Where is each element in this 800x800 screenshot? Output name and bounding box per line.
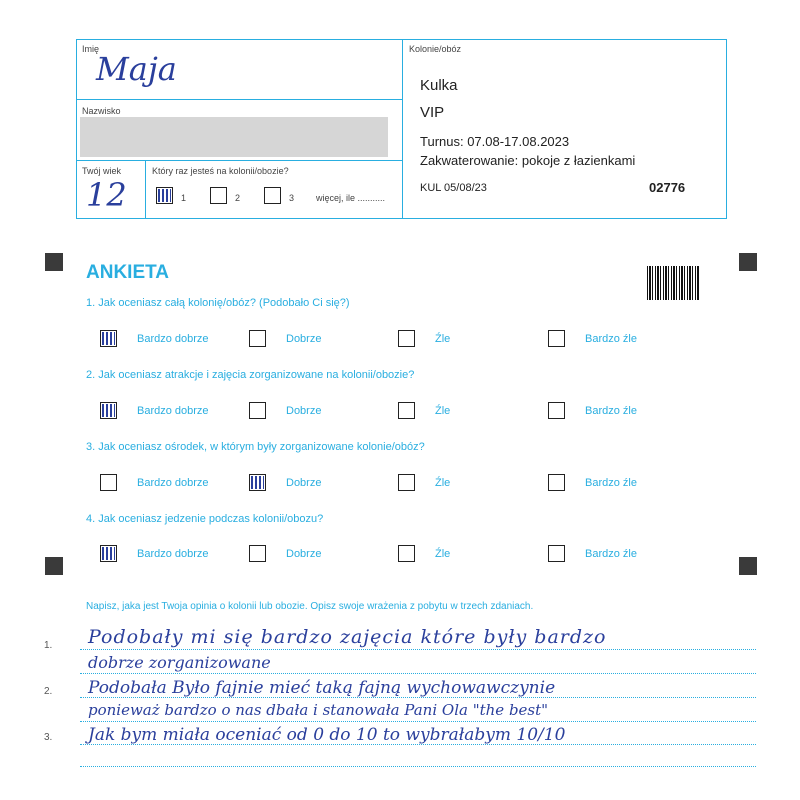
header-divider-surname: [76, 160, 402, 161]
question-1: 1. Jak oceniasz całą kolonię/obóz? (Podobało Ci się?): [86, 297, 350, 309]
name-label: Imię: [82, 44, 100, 54]
surname-label: Nazwisko: [82, 106, 121, 116]
answer-label-q3-o2: Dobrze: [286, 477, 322, 489]
opinion-prompt: Napisz, jaka jest Twoja opinia o kolonii lub obozie. Opisz swoje wrażenia z pobytu w trzech zdaniach.: [86, 601, 534, 612]
answer-label-q1-o2: Dobrze: [286, 333, 322, 345]
answer-checkbox-q2-o1[interactable]: [100, 402, 117, 419]
answer-label-q4-o3: Źle: [435, 548, 451, 560]
turnus: Turnus: 07.08-17.08.2023: [420, 134, 570, 149]
age-value[interactable]: 12: [86, 176, 127, 214]
question-4: 4. Jak oceniasz jedzenie podczas kolonii/obozu?: [86, 513, 324, 525]
camp-code: KUL 05/08/23: [420, 182, 487, 194]
writing-line: [80, 673, 756, 674]
answer-label-q3-o1: Bardzo dobrze: [137, 477, 209, 489]
answer-checkbox-q4-o4[interactable]: [548, 545, 565, 562]
answer-label-q3-o3: Źle: [435, 477, 451, 489]
survey-title: ANKIETA: [86, 262, 170, 283]
opinion-line-5[interactable]: Jak bym miała oceniać od 0 do 10 to wybrałabym 10/10: [88, 725, 566, 745]
answer-checkbox-q2-o2[interactable]: [249, 402, 266, 419]
times-label: Który raz jesteś na kolonii/obozie?: [152, 166, 289, 176]
answer-checkbox-q3-o2[interactable]: [249, 474, 266, 491]
opinion-line-3[interactable]: Podobała Było fajnie mieć taką fajną wychowawczynie: [88, 678, 556, 698]
name-value[interactable]: Maja: [96, 50, 177, 88]
age-label: Twój wiek: [82, 166, 122, 176]
form-number: 02776: [649, 180, 686, 195]
writing-line: [80, 766, 756, 767]
answer-label-q2-o3: Źle: [435, 405, 451, 417]
times-checkbox-3[interactable]: [264, 187, 281, 204]
writing-line: [80, 721, 756, 722]
question-3: 3. Jak oceniasz ośrodek, w którym były zorganizowane kolonie/obóz?: [86, 441, 425, 453]
answer-checkbox-q1-o3[interactable]: [398, 330, 415, 347]
surname-redacted: [80, 117, 388, 157]
question-2: 2. Jak oceniasz atrakcje i zajęcia zorganizowane na kolonii/obozie?: [86, 369, 415, 381]
times-checkbox-1[interactable]: [156, 187, 173, 204]
accommodation: Zakwaterowanie: pokoje z łazienkami: [420, 153, 636, 168]
answer-label-q2-o2: Dobrze: [286, 405, 322, 417]
answer-label-q4-o2: Dobrze: [286, 548, 322, 560]
opinion-line-1[interactable]: Podobały mi się bardzo zajęcia które były bardzo: [88, 626, 607, 648]
header-divider-age: [145, 160, 146, 219]
answer-checkbox-q4-o3[interactable]: [398, 545, 415, 562]
header-divider-name: [76, 99, 402, 100]
answer-checkbox-q3-o4[interactable]: [548, 474, 565, 491]
opinion-line-2[interactable]: dobrze zorganizowane: [88, 653, 271, 672]
answer-checkbox-q1-o4[interactable]: [548, 330, 565, 347]
times-option-3: 3: [289, 193, 295, 203]
answer-label-q3-o4: Bardzo źle: [585, 477, 637, 489]
line-number-2: 2.: [44, 686, 53, 697]
times-option-1: 1: [181, 193, 187, 203]
registration-mark-top-right: [739, 253, 757, 271]
answer-checkbox-q1-o1[interactable]: [100, 330, 117, 347]
registration-mark-bottom-right: [739, 557, 757, 575]
header-divider-vertical: [402, 39, 403, 219]
camp-type: VIP: [420, 104, 445, 121]
answer-checkbox-q2-o3[interactable]: [398, 402, 415, 419]
times-other: więcej, ile ...........: [316, 193, 386, 203]
answer-checkbox-q3-o3[interactable]: [398, 474, 415, 491]
opinion-line-4[interactable]: ponieważ bardzo o nas dbała i stanowała Pani Ola "the best": [88, 701, 549, 719]
answer-label-q2-o1: Bardzo dobrze: [137, 405, 209, 417]
camp-name: Kulka: [420, 77, 458, 94]
answer-checkbox-q2-o4[interactable]: [548, 402, 565, 419]
times-checkbox-2[interactable]: [210, 187, 227, 204]
answer-checkbox-q4-o1[interactable]: [100, 545, 117, 562]
answer-label-q2-o4: Bardzo źle: [585, 405, 637, 417]
answer-label-q1-o4: Bardzo źle: [585, 333, 637, 345]
registration-mark-top-left: [45, 253, 63, 271]
answer-label-q4-o1: Bardzo dobrze: [137, 548, 209, 560]
line-number-1: 1.: [44, 640, 53, 651]
answer-checkbox-q4-o2[interactable]: [249, 545, 266, 562]
answer-checkbox-q3-o1[interactable]: [100, 474, 117, 491]
answer-checkbox-q1-o2[interactable]: [249, 330, 266, 347]
answer-label-q1-o1: Bardzo dobrze: [137, 333, 209, 345]
writing-line: [80, 649, 756, 650]
answer-label-q1-o3: Źle: [435, 333, 451, 345]
camp-label: Kolonie/obóz: [409, 44, 462, 54]
line-number-3: 3.: [44, 732, 53, 743]
answer-label-q4-o4: Bardzo źle: [585, 548, 637, 560]
registration-mark-bottom-left: [45, 557, 63, 575]
barcode: [647, 266, 699, 300]
times-option-2: 2: [235, 193, 241, 203]
